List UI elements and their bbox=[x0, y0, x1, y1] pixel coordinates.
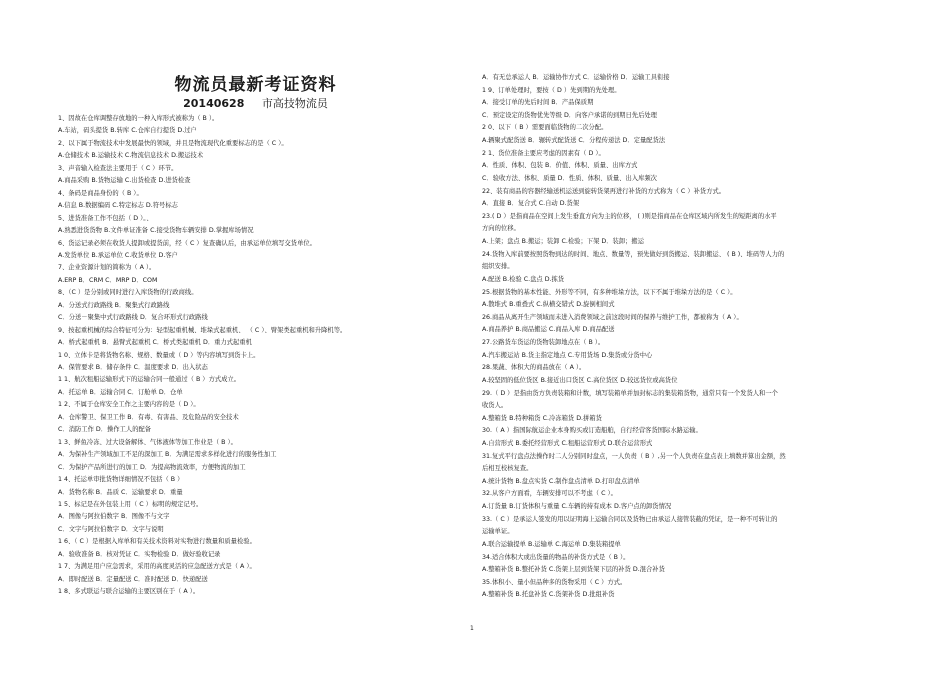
text-line: A.整箱货 B.特种箱货 C.冷冻箱货 D.拼箱货 bbox=[482, 414, 602, 422]
text-line: A．仓库警卫、保卫工作 B．有毒、有害品、及危险品的安全技术 bbox=[58, 413, 239, 421]
text-line: A.辆聚式配货送 B．辗转式配货送 C．分程传递法 D．定量配货法 bbox=[482, 137, 666, 145]
text-line: 4、条码是商品身份的（ B ）。 bbox=[58, 189, 143, 197]
text-line: 27.公路货车货运的货物装卸地点在（ B ）。 bbox=[482, 339, 605, 347]
text-line: A.汽车搬运站 B.货主指定地点 C.专用货场 D.集货或分货中心 bbox=[482, 351, 653, 359]
text-line: A．有无总承运人 B．运输协作方式 C．运输价格 D．运输工具衔接 bbox=[482, 74, 670, 81]
text-line: 1 7、为满足用户应急需求，采用的高度灵活的应急配送方式是（ A ）。 bbox=[58, 563, 256, 571]
text-line: A．托运单 B．运输合同 C．订舱单 D．仓单 bbox=[58, 388, 183, 396]
text-line: 31.复式平行盘点法操作时二人分别同时盘点，一人负责（ B ）,另一个人负责在盘点表上填数并算出金额，然 bbox=[482, 452, 786, 460]
text-line: A.上架；盘点 B.搬运；装卸 C.检验；下架 D．装卸；搬运 bbox=[482, 238, 645, 246]
text-line: 2 0、以下（ B ）需要面临货物的二次分配。 bbox=[482, 124, 608, 132]
text-line: 22、装有商品的容器经输送机运送到旋转货架再进行补货的方式称为（ C ）补货方式。 bbox=[482, 187, 726, 195]
text-line: 30.（ A ）指国际航运企业本身购买或订造船舶，自行经营客货国际水路运输。 bbox=[482, 427, 702, 435]
text-line: A.发货单位 B.承运单位 C.收货单位 D.客户 bbox=[58, 251, 178, 259]
text-line: C．预定设定的货物优先等级 D．向客户承诺的到期日先后处理 bbox=[482, 111, 657, 119]
text-line: 33.（ C ）是承运人签发的用以证明海上运输合同以及货物已由承运人接管装截的凭证，是一种不可转让的 bbox=[482, 515, 778, 523]
text-line: 28.果蔬、体积大的商品放在（ A ）。 bbox=[482, 364, 586, 372]
text-line: 1 3、鲜鱼冷冻、过大设备解体、气体液体等加工作业是（ B ）。 bbox=[58, 438, 237, 446]
text-line: 1 0、立体卡是将货物名称、规格、数量或（ D ）等内容填写到货卡上。 bbox=[58, 351, 260, 359]
page-number: 1 bbox=[470, 625, 474, 632]
text-line: 5、进货准备工作不包括（ D ）。、 bbox=[58, 214, 153, 222]
text-line: 3、声音输入检查法主要用于（ C ）环节。 bbox=[58, 164, 178, 172]
text-line: A.仓储技术 B.运输技术 C.物流信息技术 D.搬运技术 bbox=[58, 152, 204, 160]
text-line: A.ERP B．CRM C．MRP D．COM bbox=[58, 276, 158, 284]
text-line: 29.（ D ）是指由货方负责装箱和计数，填写装箱单并加封标志的集装箱货物，通常只有一个发货人和一个 bbox=[482, 389, 778, 397]
text-line: A．验收准备 B．核对凭证 C．实物检验 D．做好验收记录 bbox=[58, 550, 221, 558]
text-line: 1 4、托运单审批货物详细情况不包括（ B ） bbox=[58, 476, 184, 484]
subtitle-org: 市高技物流员 bbox=[261, 97, 328, 110]
text-line: 34.适合体积大或出货量的物品的补货方式是（ B ）。 bbox=[482, 553, 630, 561]
text-line: A.车站，码头提货 B.转库 C.仓库自行提货 D.过户 bbox=[58, 127, 197, 135]
text-line: 2 1、货位准备主要应考虑的因素有（ D ）。 bbox=[482, 149, 605, 157]
text-line: C．为保护产品所进行的加工 D．为提高物流效率，方便物流的加工 bbox=[58, 463, 246, 471]
text-line: 2、以下属于物流技术中发展最快的领域，并且是物流现代化重要标志的是（ C ）。 bbox=[58, 139, 288, 147]
text-line: A.统计货物 B.盘点实货 C.制作盘点清单 D.打印盘点清单 bbox=[482, 477, 640, 485]
text-line: 方向的位移。 bbox=[482, 225, 520, 233]
text-line: 1 9、订单处理时，要按（ D ）先到期的先处理。 bbox=[482, 86, 621, 94]
text-line: A.整箱补货 B.整托补货 C.货架上层到货架下层的补货 D.混合补货 bbox=[482, 566, 665, 574]
text-line: A．接受订单的先后时间 B．产品保质期 bbox=[482, 99, 594, 107]
text-line: A.较坚固的低位货区 B.接近出口货区 C.高位货区 D.较远货位或高货位 bbox=[482, 376, 678, 384]
text-line: A.商品养护 B.商品搬运 C.商品入库 D.商品配送 bbox=[482, 326, 615, 334]
text-line: 后相互校核复查。 bbox=[482, 465, 533, 473]
text-line: 收货人。 bbox=[482, 402, 508, 410]
text-line: A.整箱补货 B.托盘补货 C.货架补货 D.批组补货 bbox=[482, 591, 615, 599]
text-line: 24.货物入库前要按照货物到达的时间、地点、数量等，预先做好到货搬运、装卸搬运、 ( B )、堆码等人力的 bbox=[482, 250, 785, 258]
text-line: A．货物名称 B．品质 C．运输要求 D．重量 bbox=[58, 488, 183, 496]
text-line: 6、货运记录必须在收货人提卸或提货前，经（ C ）复查确认后，由承运单位填写交货单位。 bbox=[58, 239, 316, 247]
text-line: C．分送－聚集中式行政路线 D．复合环形式行政路线 bbox=[58, 314, 208, 322]
text-line: 1、因故在仓库调整存放地的一种入库形式被称为（ B ）。 bbox=[58, 115, 219, 122]
text-line: A．保管要求 B．储存条件 C．温度要求 D．出入状态 bbox=[58, 364, 208, 371]
text-line: A.熟悉进货货物 B.文件单证准备 C.接受货物车辆安排 D.掌握库场情况 bbox=[58, 227, 254, 235]
text-line: A.散堆式 B.重叠式 C.纵横交错式 D.旋倒相间式 bbox=[482, 301, 615, 309]
text-line: A.订货量 B.订货体积与重量 C.车辆的持有成本 D.客户点的卸货情况 bbox=[482, 503, 672, 511]
text-line: A．性质、体积、包装 B．价值、体积、质量、出库方式 bbox=[482, 162, 638, 170]
text-line: 7、企业资源计划的简称为（ A ）。 bbox=[58, 264, 156, 272]
subtitle-date: 20140628 bbox=[183, 97, 245, 110]
text-line: 运输单证。 bbox=[482, 528, 514, 536]
text-line: 9、按起重机械的综合特征可分为：轻型起重机械、堆垛式起重机、 （ C ）、臂架类起重机和升降机等。 bbox=[58, 326, 347, 334]
text-line: A．直接 B．复合式 C.自动 D.货架 bbox=[482, 200, 580, 208]
text-line: A.信息 B.数据编码 C.特定标志 D.符号标志 bbox=[58, 202, 178, 210]
text-line: 26.商品从离开生产领域而未进入消费领域之前这段时间的保养与维护工作，都被称为（ A ）。 bbox=[482, 313, 743, 321]
page-title: 物流员最新考证资料 bbox=[174, 75, 337, 95]
text-line: 1 2、不属于仓库安全工作之主要内容的是（ D ）。 bbox=[58, 401, 200, 409]
text-line: 组织安排。 bbox=[482, 263, 514, 271]
text-line: A．分送式行政路线 B．聚集式行政路线 bbox=[58, 301, 170, 309]
text-line: C．文字与阿拉伯数字 D．文字与说明 bbox=[58, 525, 164, 533]
text-line: 23.( D ）是指商品在空间上发生垂直方向为主的位移， ( )则是指商品在仓库区域内所发生的短距离的水平 bbox=[482, 212, 777, 220]
text-line: 8、（C ）是分别或同时进行入库货物的行政商线。 bbox=[58, 289, 198, 297]
text-line: A．为保补生产领域加工不足的深加工 B．为满足需求多样化进行的服务性加工 bbox=[58, 451, 277, 459]
text-line: A.商品采购 B.货物运输 C.出货检查 D.进货检查 bbox=[58, 177, 191, 185]
text-line: 1 1、航次租船运输形式下的运输合同一般通过（ B ）方式成立。 bbox=[58, 376, 241, 384]
text-line: A.自营形式 B.委托经营形式 C.租船运营形式 D.联合运营形式 bbox=[482, 439, 653, 447]
text-line: 32.从客户方面看，车辆安排可以不考虑（ C ）。 bbox=[482, 490, 617, 498]
text-line: 35.体积小、量小但品种多的货物采用（ C ）方式。 bbox=[482, 578, 627, 586]
text-line: 1 5、标记是在外包装上用（ C ）标明的规定记号。 bbox=[58, 500, 203, 508]
text-line: 1 6、（ C ）是根据入库单和有关技术资料对实物进行数量和质量检验。 bbox=[58, 538, 256, 546]
text-line: A.配送 B.检验 C.盘点 D.拣货 bbox=[482, 275, 565, 283]
text-line: A．即时配送 B．定量配送 C．准时配送 D．快递配送 bbox=[58, 575, 208, 583]
text-line: A．桥式起重机 B．悬臂式起重机 C．桥式类起重机 D．重力式起重机 bbox=[58, 339, 252, 347]
text-line: C．验收方法、体积、质量 D．性质、体积、质量、出入库频次 bbox=[482, 174, 657, 182]
text-line: A.联合运输提单 B.运输单 C.海运单 D.集装箱提单 bbox=[482, 540, 621, 548]
text-line: C．消防工作 D．操作工人的配备 bbox=[58, 426, 152, 434]
text-line: A．图像与阿拉伯数字 B．图像不与文字 bbox=[58, 513, 170, 521]
text-line: 1 8、多式联运与联合运输的主要区别在于（ A ）。 bbox=[58, 588, 200, 596]
text-line: 25.根据货物的基本性能、外形等不同，有多种堆垛方法，以下不属于堆垛方法的是（ C ）。 bbox=[482, 288, 737, 296]
page-subtitle bbox=[58, 95, 453, 111]
